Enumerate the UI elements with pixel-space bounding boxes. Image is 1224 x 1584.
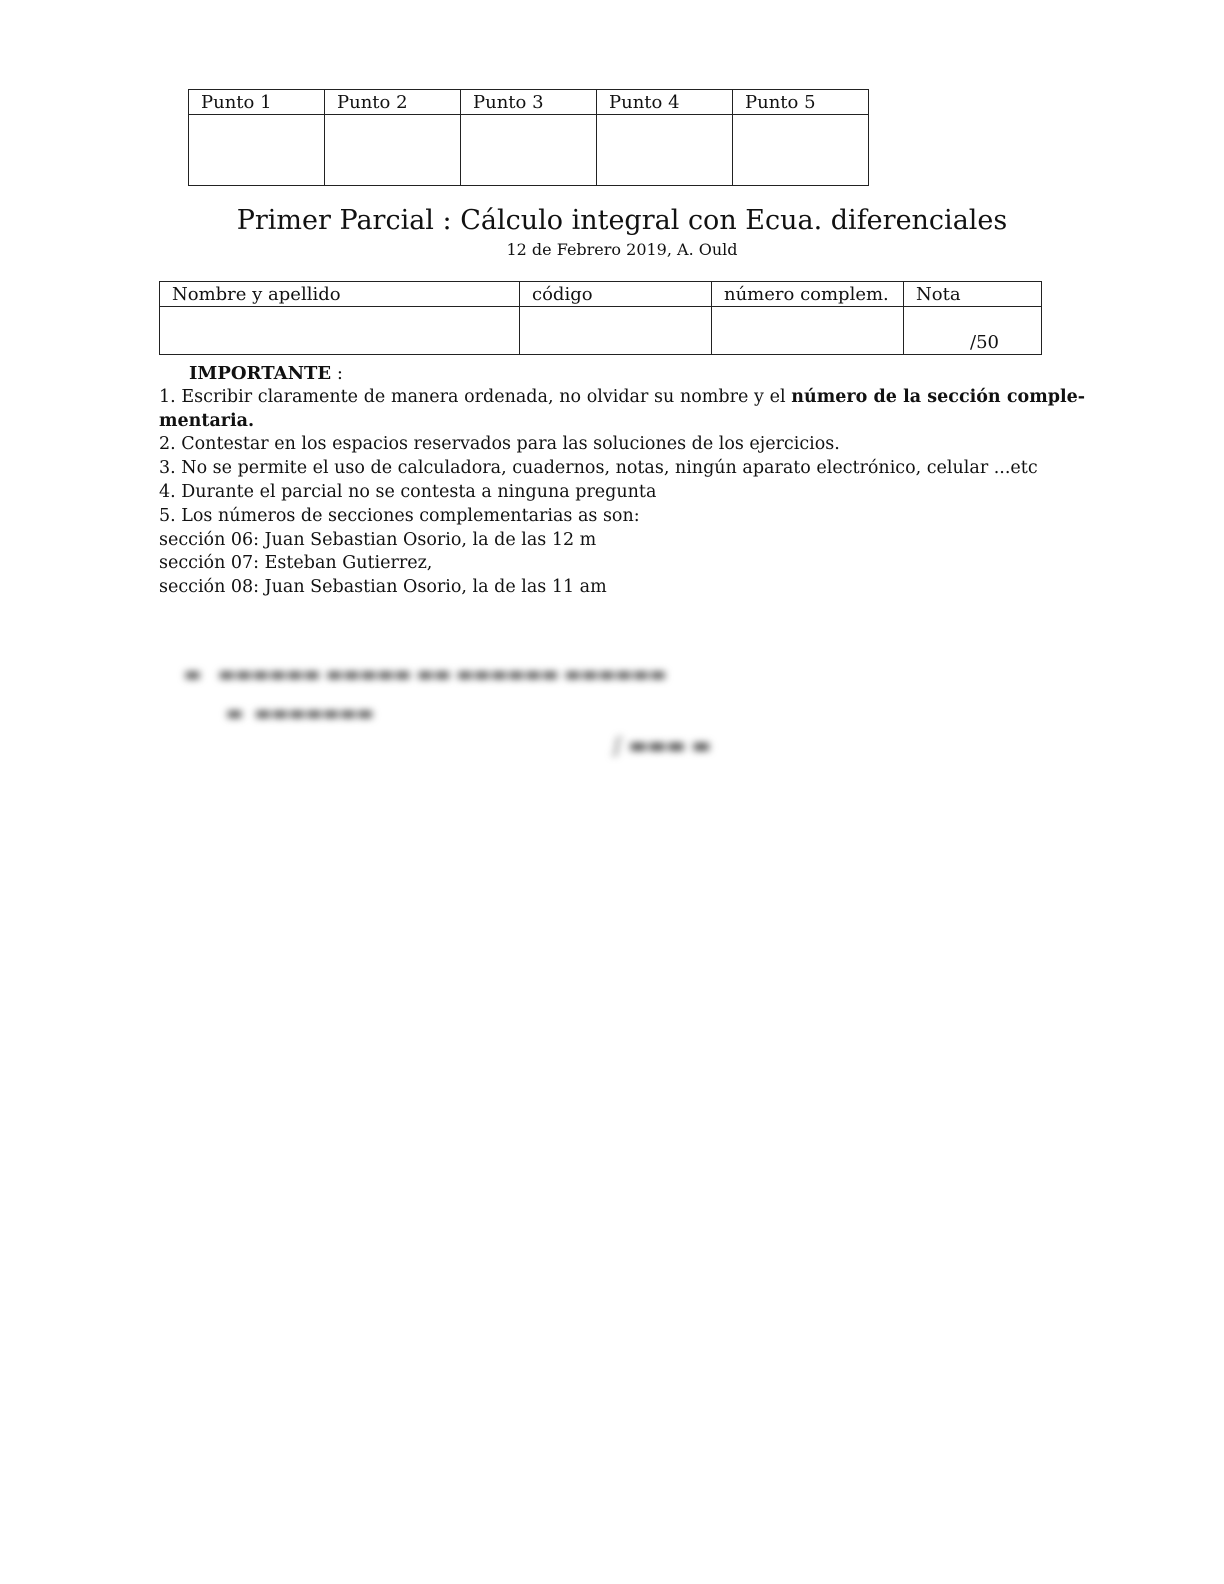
score-table-blank-row <box>189 115 869 186</box>
instructions-heading-colon: : <box>331 363 343 384</box>
info-header-grade: Nota <box>904 282 1042 307</box>
section-08-line: sección 08: Juan Sebastian Osorio, la de las 11 am <box>159 577 607 598</box>
instruction-item-1-line-2 <box>159 410 1085 434</box>
info-cell-name <box>160 307 520 355</box>
instructions-block <box>159 362 1085 600</box>
info-header-code: código <box>520 282 712 307</box>
instruction-item-1-bold: número de la sección comple- <box>791 386 1086 407</box>
score-header-punto-3: Punto 3 <box>461 90 597 115</box>
exam-subtitle: 12 de Febrero 2019, A. Ould <box>506 240 738 259</box>
instruction-item-4: 4. Durante el parcial no se contesta a ninguna pregunta <box>159 481 657 502</box>
score-cell-punto-3 <box>461 115 597 186</box>
instruction-item-3: 3. No se permite el uso de calculadora, cuadernos, notas, ningún aparato electrónico, celular ...etc <box>159 458 1038 479</box>
info-table-header-row <box>160 282 1042 307</box>
section-06-line: sección 06: Juan Sebastian Osorio, la de las 12 m <box>159 529 597 550</box>
blurred-exercise-line: ▬ ▬▬▬▬▬▬ ▬▬▬▬▬ ▬▬ ▬▬▬▬▬▬ ▬▬▬▬▬▬ <box>184 664 667 685</box>
info-table-blank-row <box>160 307 1042 355</box>
score-cell-punto-4 <box>597 115 733 186</box>
score-cell-punto-5 <box>733 115 869 186</box>
score-header-punto-4: Punto 4 <box>597 90 733 115</box>
score-header-punto-1: Punto 1 <box>189 90 325 115</box>
instruction-item-1-text: 1. Escribir claramente de manera ordenada, no olvidar su nombre y el <box>159 386 792 407</box>
student-info-table <box>159 281 1042 355</box>
score-table-header-row <box>189 90 869 115</box>
info-cell-code <box>520 307 712 355</box>
exam-title: Primer Parcial : Cálculo integral con Ecua. diferenciales <box>236 205 1008 236</box>
info-header-section-number: número complem. <box>712 282 904 307</box>
info-cell-section-number <box>712 307 904 355</box>
instruction-item-1-bold-continued: mentaria. <box>159 410 255 431</box>
score-header-punto-5: Punto 5 <box>733 90 869 115</box>
score-table <box>188 89 869 186</box>
info-cell-grade: /50 <box>904 307 1042 355</box>
instruction-item-1-line-1 <box>159 386 1085 410</box>
instruction-item-5: 5. Los números de secciones complementarias as son: <box>159 505 640 526</box>
section-07-line: sección 07: Esteban Gutierrez, <box>159 553 433 574</box>
blurred-subitem-line: ▬ ▬▬▬▬▬▬▬ <box>226 703 374 724</box>
score-cell-punto-2 <box>325 115 461 186</box>
score-cell-punto-1 <box>189 115 325 186</box>
instruction-item-2: 2. Contestar en los espacios reservados para las soluciones de los ejercicios. <box>159 434 840 455</box>
score-header-punto-2: Punto 2 <box>325 90 461 115</box>
blurred-integral-expression: ∫ ▬▬▬ ▬ <box>612 733 711 757</box>
info-header-name: Nombre y apellido <box>160 282 520 307</box>
instructions-heading <box>159 362 1085 386</box>
instructions-heading-label: IMPORTANTE <box>189 363 332 384</box>
